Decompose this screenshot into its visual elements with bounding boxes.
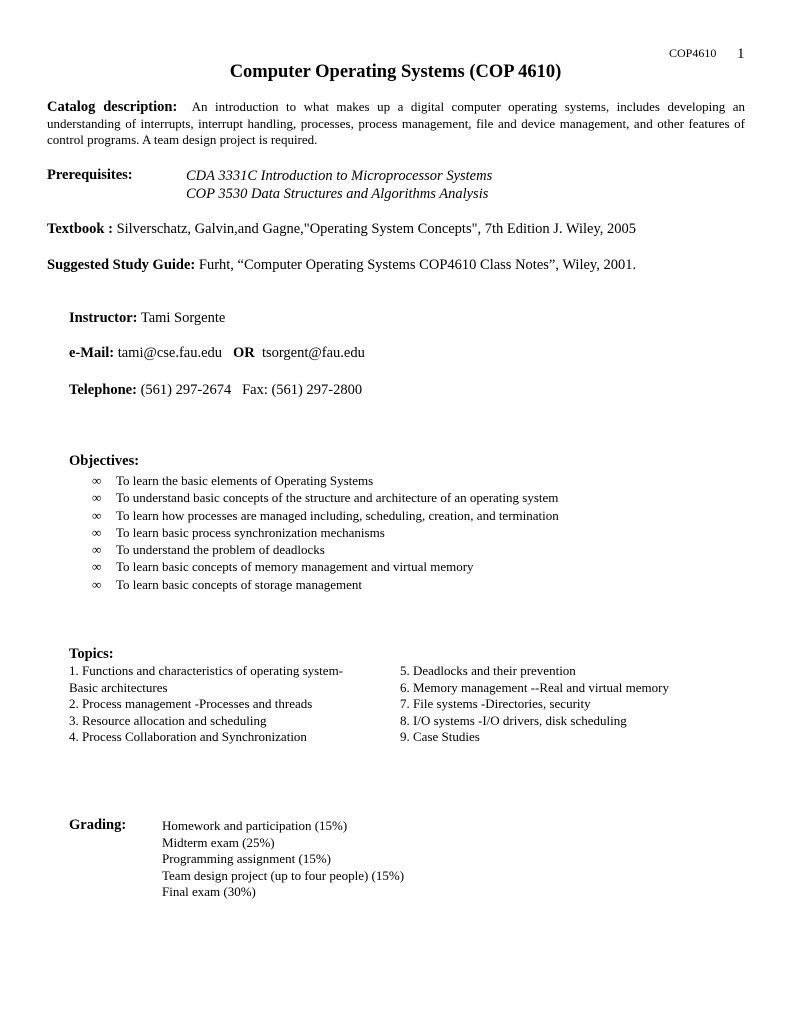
list-item: ∞ To learn basic concepts of storage management: [92, 576, 362, 592]
grading-list: [162, 818, 404, 901]
list-item: Basic architectures: [69, 679, 168, 695]
instructor-name: Tami Sorgente: [140, 310, 226, 326]
prerequisite-item: COP 3530 Data Structures and Algorithms Analysis: [186, 186, 489, 202]
objectives-list: [92, 472, 559, 593]
infinity-bullet-icon: ∞: [92, 559, 102, 575]
infinity-bullet-icon: ∞: [92, 542, 102, 558]
objectives-heading: Objectives:: [69, 453, 140, 469]
page-title: Computer Operating Systems (COP 4610): [229, 62, 562, 82]
list-item: 5. Deadlocks and their prevention: [400, 663, 576, 678]
textbook: [47, 221, 636, 238]
topics-heading: Topics:: [69, 646, 114, 662]
list-item: Final exam (30%): [162, 884, 256, 900]
fax-number: Fax: (561) 297-2800: [242, 382, 363, 398]
infinity-bullet-icon: ∞: [92, 524, 102, 540]
telephone: [69, 382, 362, 399]
infinity-bullet-icon: ∞: [92, 576, 102, 592]
study-guide: [47, 257, 636, 274]
email-secondary: tsorgent@fau.edu: [261, 345, 365, 361]
grading-label: Grading:: [69, 817, 127, 833]
telephone-number: (561) 297-2674: [140, 382, 232, 398]
infinity-bullet-icon: ∞: [92, 490, 102, 506]
infinity-bullet-icon: ∞: [92, 507, 102, 523]
list-item: 7. File systems -Directories, security: [400, 696, 591, 712]
study-guide-text: Furht, “Computer Operating Systems COP4610 Class Notes”, Wiley, 2001.: [198, 257, 637, 273]
catalog-description: [47, 99, 745, 149]
header-course-code: COP4610: [669, 46, 717, 60]
list-item: 2. Process management -Processes and threads: [69, 696, 313, 712]
list-item: Midterm exam (25%): [162, 834, 275, 850]
prerequisites-list: [186, 167, 492, 203]
email-label: e-Mail:: [69, 345, 115, 361]
textbook-text: Silverschatz, Galvin,and Gagne,"Operating System Concepts", 7th Edition J. Wiley, 2005: [116, 221, 637, 237]
infinity-bullet-icon: ∞: [92, 473, 102, 488]
list-item: 9. Case Studies: [400, 729, 480, 745]
list-item: 6. Memory management --Real and virtual memory: [400, 679, 669, 695]
list-item: 3. Resource allocation and scheduling: [69, 712, 267, 728]
email-or: OR: [232, 345, 255, 361]
catalog-label: Catalog description:: [47, 99, 178, 115]
email-primary: tami@cse.fau.edu: [117, 345, 223, 361]
list-item: Homework and participation (15%): [162, 818, 348, 833]
prerequisites-label: Prerequisites:: [47, 167, 133, 183]
list-item: 1. Functions and characteristics of operating system-: [69, 663, 344, 678]
topics-right-column: [400, 663, 740, 746]
list-item: 8. I/O systems -I/O drivers, disk scheduling: [400, 712, 627, 728]
list-item: ∞ To understand the problem of deadlocks: [92, 542, 325, 558]
list-item: ∞ To learn the basic elements of Operating Systems: [92, 473, 374, 488]
topics-left-column: [69, 663, 389, 746]
list-item: Programming assignment (15%): [162, 851, 331, 867]
list-item: ∞ To learn basic concepts of memory management and virtual memory: [92, 559, 474, 575]
instructor-label: Instructor:: [69, 310, 138, 326]
list-item: Team design project (up to four people) (15%): [162, 867, 405, 883]
instructor: [69, 310, 225, 327]
textbook-label: Textbook :: [47, 221, 113, 237]
list-item: 4. Process Collaboration and Synchronization: [69, 729, 307, 745]
list-item: ∞ To understand basic concepts of the structure and architecture of an operating system: [92, 490, 559, 506]
study-guide-label: Suggested Study Guide:: [47, 257, 196, 273]
prerequisite-item: CDA 3331C Introduction to Microprocessor Systems: [186, 168, 493, 184]
list-item: ∞ To learn basic process synchronization mechanisms: [92, 524, 385, 540]
list-item: ∞ To learn how processes are managed including, scheduling, creation, and termination: [92, 507, 559, 523]
catalog-text: An introduction to what makes up a digital computer operating systems, includes developing an understanding of interrupts, interrupt handling, processes, process management, file and device management, and other features of control programs. A team design project is required.: [47, 99, 745, 147]
page-number: 1: [737, 46, 745, 62]
telephone-label: Telephone:: [69, 382, 137, 398]
email: [69, 345, 365, 362]
